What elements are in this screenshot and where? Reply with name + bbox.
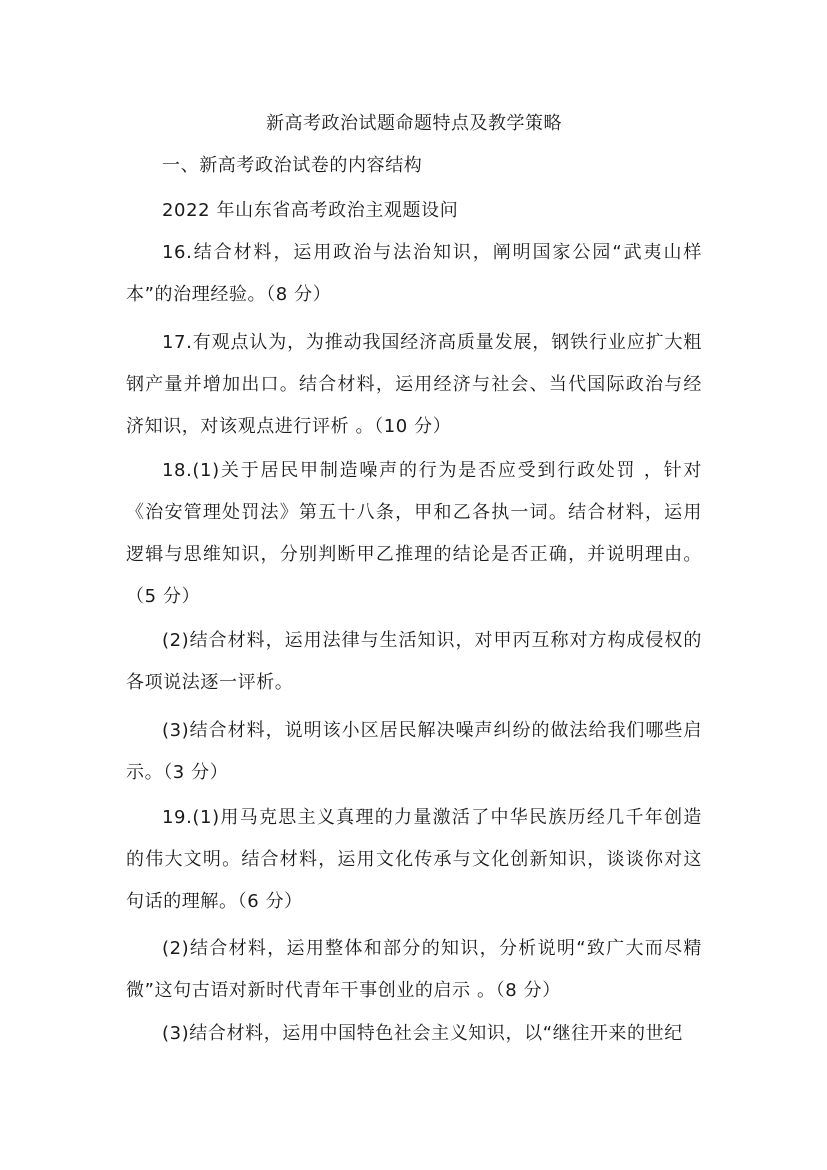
section-heading: 一、新高考政治试卷的内容结构 (162, 155, 423, 176)
question-17: 17.有观点认为，为推动我国经济高质量发展，钢铁行业应扩大粗钢产量并增加出口。结合材料，运用经济与社会、当代国际政治与经济知识，对该观点进行评析 。（10 分） (126, 332, 702, 437)
question-16: 16.结合材料，运用政治与法治知识，阐明国家公园“武夷山样本”的治理经验。（8 分） (126, 242, 702, 305)
question-18-3: (3)结合材料，说明该小区居民解决噪声纠纷的做法给我们哪些启示。（3 分） (126, 720, 702, 783)
question-19-1: 19.(1)用马克思主义真理的力量激活了中华民族历经几千年创造的伟大文明。结合材料，运用文化传承与文化创新知识，谈谈你对这句话的理解。（6 分） (126, 807, 702, 912)
document-title: 新高考政治试题命题特点及教学策略 (266, 113, 562, 134)
question-19-3: (3)结合材料，运用中国特色社会主义知识，以“继往开来的世纪 (162, 1023, 683, 1044)
question-18-1: 18.(1)关于居民甲制造噪声的行为是否应受到行政处罚 ，针对《治安管理处罚法》第五十八条，甲和乙各执一词。结合材料，运用逻辑与思维知识，分别判断甲乙推理的结论是否正确，并说明理由。（5 分） (126, 460, 702, 607)
question-18-2: (2)结合材料，运用法律与生活知识，对甲丙互称对方构成侵权的各项说法逐一评析。 (126, 630, 702, 693)
subheading: 2022 年山东省高考政治主观题设问 (162, 200, 459, 221)
question-19-2: (2)结合材料，运用整体和部分的知识，分析说明“致广大而尽精微”这句古语对新时代青年干事创业的启示 。（8 分） (126, 938, 702, 1001)
